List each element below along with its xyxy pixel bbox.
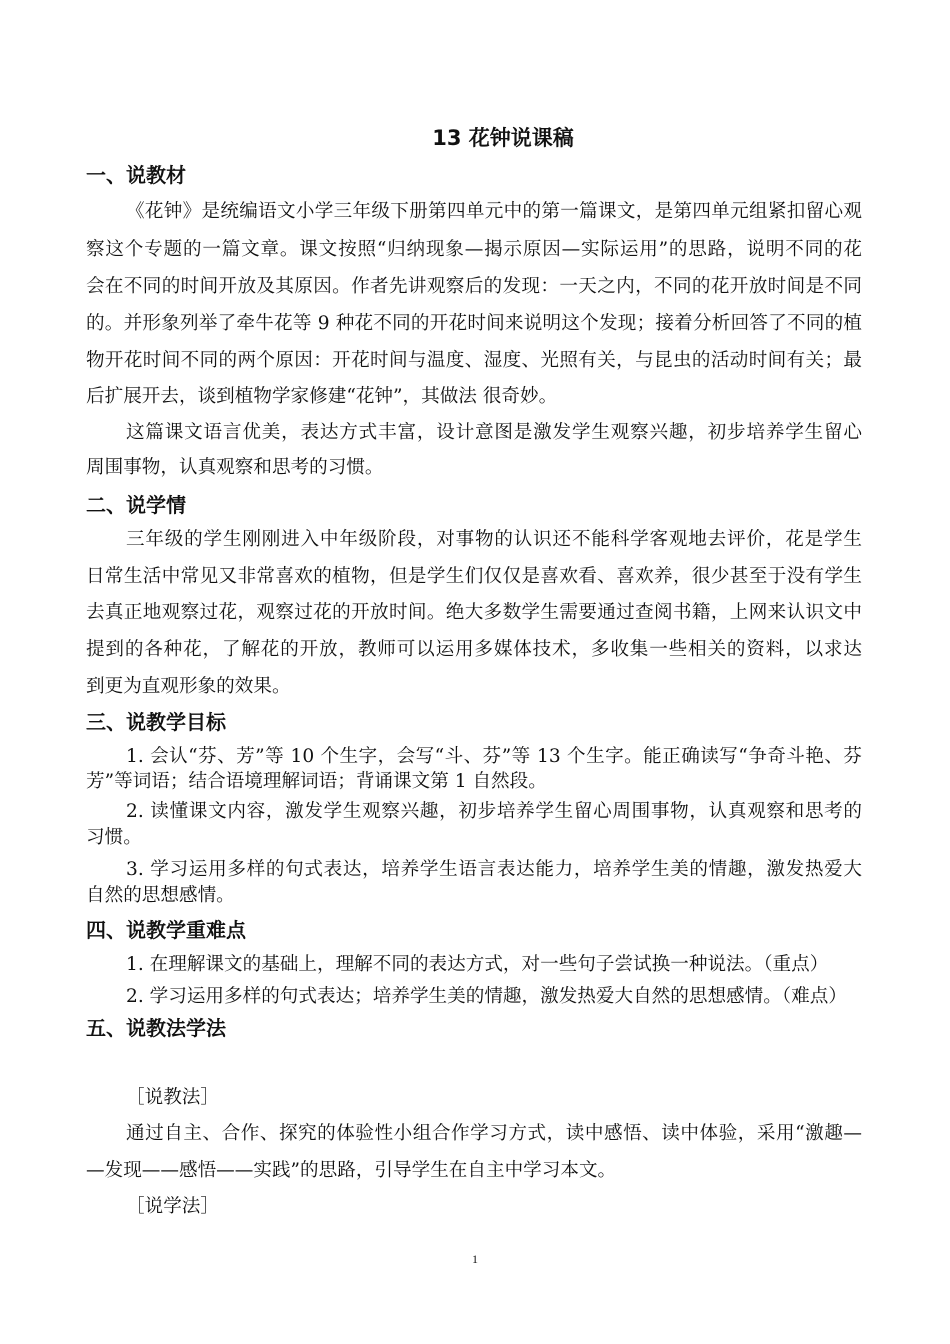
paragraph-line: 的。并形象列举了牵牛花等 9 种花不同的开花时间来说明这个发现；接着分析回答了不同的植 — [86, 313, 862, 334]
section-heading-students: 二、说学情 — [86, 493, 186, 517]
paragraph-line: 提到的各种花，了解花的开放，教师可以运用多媒体技术，多收集一些相关的资料，以求达 — [86, 639, 862, 660]
paragraph-line: 三年级的学生刚刚进入中年级阶段，对事物的认识还不能科学客观地去评价，花是学生 — [126, 529, 862, 550]
subheading-learning-method: ［说学法］ — [126, 1196, 219, 1217]
section-heading-textbook: 一、说教材 — [86, 163, 186, 187]
key-point-line: 1. 在理解课文的基础上，理解不同的表达方式，对一些句子尝试换一种说法。（重点） — [126, 954, 829, 975]
paragraph-line: 周围事物，认真观察和思考的习惯。 — [86, 457, 384, 478]
page-number: 1 — [472, 1252, 478, 1266]
goal-line: 芳”等词语；结合语境理解词语；背诵课文第 1 自然段。 — [86, 771, 547, 792]
paragraph-line: 到更为直观形象的效果。 — [86, 676, 291, 697]
section-heading-key-points: 四、说教学重难点 — [86, 918, 246, 942]
document-title: 13 花钟说课稿 — [432, 126, 574, 150]
goal-line: 3. 学习运用多样的句式表达，培养学生语言表达能力，培养学生美的情趣，激发热爱大 — [126, 859, 862, 880]
goal-line: 2. 读懂课文内容，激发学生观察兴趣，初步培养学生留心周围事物，认真观察和思考的 — [126, 801, 862, 822]
paragraph-line: —发现——感悟——实践”的思路，引导学生在自主中学习本文。 — [86, 1160, 617, 1181]
paragraph-line: 察这个专题的一篇文章。课文按照“归纳现象—揭示原因—实际运用”的思路，说明不同的花 — [86, 239, 862, 260]
key-point-line: 2. 学习运用多样的句式表达；培养学生美的情趣，激发热爱大自然的思想感情。（难点） — [126, 986, 847, 1007]
goal-line: 习惯。 — [86, 827, 142, 848]
paragraph-line: 会在不同的时间开放及其原因。作者先讲观察后的发现：一天之内，不同的花开放时间是不同 — [86, 276, 862, 297]
paragraph-line: 通过自主、合作、探究的体验性小组合作学习方式，读中感悟、读中体验，采用“激趣— — [126, 1123, 862, 1144]
paragraph-line: 这篇课文语言优美，表达方式丰富，设计意图是激发学生观察兴趣，初步培养学生留心 — [126, 422, 862, 443]
goal-line: 自然的思想感情。 — [86, 885, 235, 906]
paragraph-line: 日常生活中常见又非常喜欢的植物，但是学生们仅仅是喜欢看、喜欢养，很少甚至于没有学生 — [86, 566, 862, 587]
paragraph-line: 物开花时间不同的两个原因：开花时间与温度、湿度、光照有关，与昆虫的活动时间有关；最 — [86, 350, 862, 371]
section-heading-goals: 三、说教学目标 — [86, 710, 226, 734]
section-heading-methods: 五、说教法学法 — [86, 1016, 226, 1040]
goal-line: 1. 会认“芬、芳”等 10 个生字，会写“斗、芬”等 13 个生字。能正确读写“争奇斗艳、芬 — [126, 746, 862, 767]
paragraph-line: 《花钟》是统编语文小学三年级下册第四单元中的第一篇课文，是第四单元组紧扣留心观 — [126, 201, 862, 222]
paragraph-line: 后扩展开去，谈到植物学家修建“花钟”，其做法 很奇妙。 — [86, 386, 558, 407]
paragraph-line: 去真正地观察过花，观察过花的开放时间。绝大多数学生需要通过查阅书籍，上网来认识文中 — [86, 602, 862, 623]
subheading-teaching-method: ［说教法］ — [126, 1087, 219, 1108]
